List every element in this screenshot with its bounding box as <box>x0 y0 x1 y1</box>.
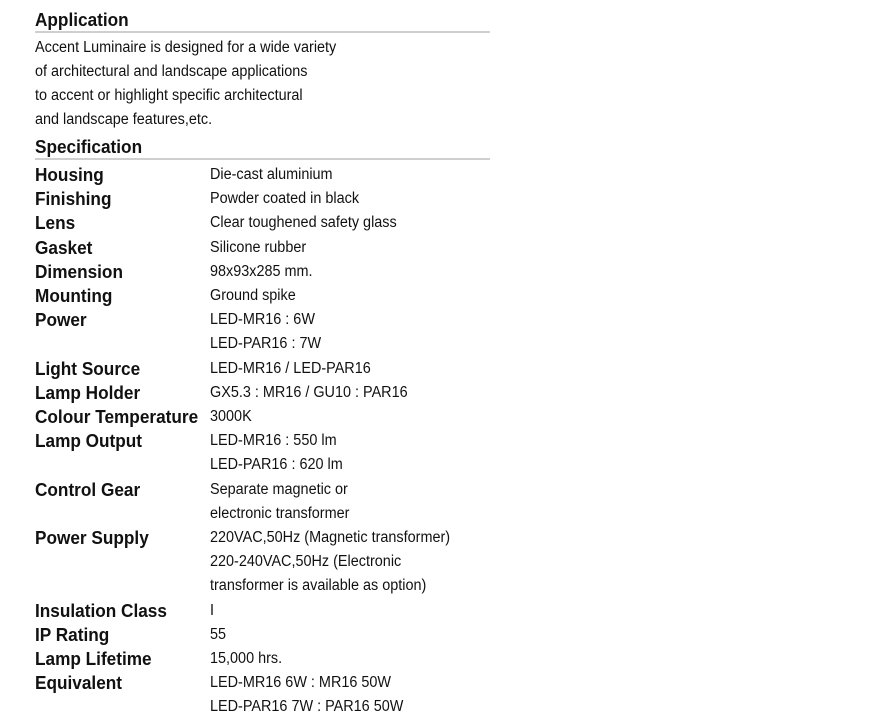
spec-value-line: 220VAC,50Hz (Magnetic transformer) <box>210 529 451 547</box>
spec-value <box>210 308 490 356</box>
spec-sheet <box>35 9 490 720</box>
spec-value-line: 220-240VAC,50Hz (Electronic <box>210 553 402 571</box>
spec-row <box>35 647 490 671</box>
spec-row <box>35 671 490 719</box>
spec-value-line: LED-PAR16 : 620 lm <box>210 456 343 474</box>
spec-value <box>210 163 490 187</box>
spec-label-text: Mounting <box>35 285 113 307</box>
spec-label-text: Finishing <box>35 188 112 210</box>
spec-row <box>35 187 490 211</box>
spec-value-line: LED-MR16 6W : MR16 50W <box>210 674 392 692</box>
spec-value-line: 55 <box>210 625 227 643</box>
spec-label <box>35 308 210 332</box>
spec-row <box>35 599 490 623</box>
spec-label-text: Power Supply <box>35 527 149 549</box>
spec-row <box>35 163 490 187</box>
spec-label <box>35 163 210 187</box>
spec-label-text: Lens <box>35 212 76 234</box>
spec-value <box>210 405 490 429</box>
spec-row <box>35 429 490 477</box>
spec-row <box>35 211 490 235</box>
spec-value-line: GX5.3 : MR16 / GU10 : PAR16 <box>210 383 408 401</box>
spec-label-text: Control Gear <box>35 478 141 500</box>
spec-label <box>35 647 210 671</box>
spec-row <box>35 284 490 308</box>
spec-value-line: LED-PAR16 7W : PAR16 50W <box>210 698 404 716</box>
spec-value <box>210 357 490 381</box>
spec-value <box>210 599 490 623</box>
spec-label-text: Light Source <box>35 357 141 379</box>
spec-value <box>210 623 490 647</box>
spec-value <box>210 211 490 235</box>
spec-value <box>210 647 490 671</box>
spec-label <box>35 211 210 235</box>
spec-label <box>35 260 210 284</box>
spec-label <box>35 478 210 502</box>
spec-value-line: LED-MR16 : 550 lm <box>210 432 337 450</box>
spec-value-line: LED-MR16 / LED-PAR16 <box>210 359 371 377</box>
spec-label-text: Power <box>35 309 87 331</box>
spec-label <box>35 284 210 308</box>
application-line: to accent or highlight specific architectural <box>35 87 303 104</box>
spec-label <box>35 381 210 405</box>
spec-value <box>210 260 490 284</box>
spec-label-text: Equivalent <box>35 672 123 694</box>
application-line: and landscape features,etc. <box>35 111 213 128</box>
spec-value <box>210 381 490 405</box>
application-description <box>35 36 490 132</box>
spec-value-line: 15,000 hrs. <box>210 650 283 668</box>
spec-value <box>210 526 490 599</box>
specification-heading: Specification <box>35 136 143 157</box>
spec-row <box>35 526 490 599</box>
spec-value-line: Powder coated in black <box>210 190 360 208</box>
spec-row <box>35 357 490 381</box>
spec-value-line: electronic transformer <box>210 504 350 522</box>
application-heading: Application <box>35 9 129 30</box>
spec-row <box>35 623 490 647</box>
spec-label-text: Lamp Output <box>35 430 143 452</box>
spec-label-text: Dimension <box>35 260 123 282</box>
spec-row <box>35 478 490 526</box>
spec-label <box>35 187 210 211</box>
specification-divider <box>35 158 490 160</box>
spec-row <box>35 308 490 356</box>
spec-value-line: Clear toughened safety glass <box>210 214 397 232</box>
spec-value-line: LED-PAR16 : 7W <box>210 335 322 353</box>
spec-value <box>210 187 490 211</box>
spec-label <box>35 357 210 381</box>
spec-label <box>35 405 210 429</box>
spec-value <box>210 478 490 526</box>
spec-value-line: Separate magnetic or <box>210 480 348 498</box>
spec-row <box>35 405 490 429</box>
spec-label-text: Lamp Lifetime <box>35 648 152 670</box>
spec-row <box>35 381 490 405</box>
spec-value-line: 98x93x285 mm. <box>210 262 313 280</box>
application-divider <box>35 31 490 33</box>
spec-value <box>210 236 490 260</box>
spec-label-text: Colour Temperature <box>35 406 199 428</box>
application-line: of architectural and landscape applications <box>35 63 308 80</box>
specification-table <box>35 163 490 720</box>
spec-value-line: transformer is available as option) <box>210 577 427 595</box>
spec-label-text: Lamp Holder <box>35 381 141 403</box>
spec-label-text: Housing <box>35 164 104 185</box>
spec-label-text: IP Rating <box>35 623 110 645</box>
spec-label <box>35 623 210 647</box>
spec-label-text: Insulation Class <box>35 599 167 621</box>
spec-value <box>210 671 490 719</box>
spec-row <box>35 236 490 260</box>
spec-value-line: Silicone rubber <box>210 238 307 256</box>
spec-label <box>35 429 210 453</box>
spec-value <box>210 284 490 308</box>
spec-label <box>35 671 210 695</box>
spec-label <box>35 236 210 260</box>
spec-value <box>210 429 490 477</box>
spec-value-line: LED-MR16 : 6W <box>210 311 315 329</box>
spec-value-line: Die-cast aluminium <box>210 166 333 183</box>
application-line: Accent Luminaire is designed for a wide variety <box>35 39 337 56</box>
spec-label <box>35 526 210 550</box>
spec-label-text: Gasket <box>35 236 93 258</box>
spec-value-line: Ground spike <box>210 287 296 305</box>
spec-value-line: I <box>210 601 215 619</box>
spec-value-line: 3000K <box>210 408 252 426</box>
spec-label <box>35 599 210 623</box>
spec-row <box>35 260 490 284</box>
